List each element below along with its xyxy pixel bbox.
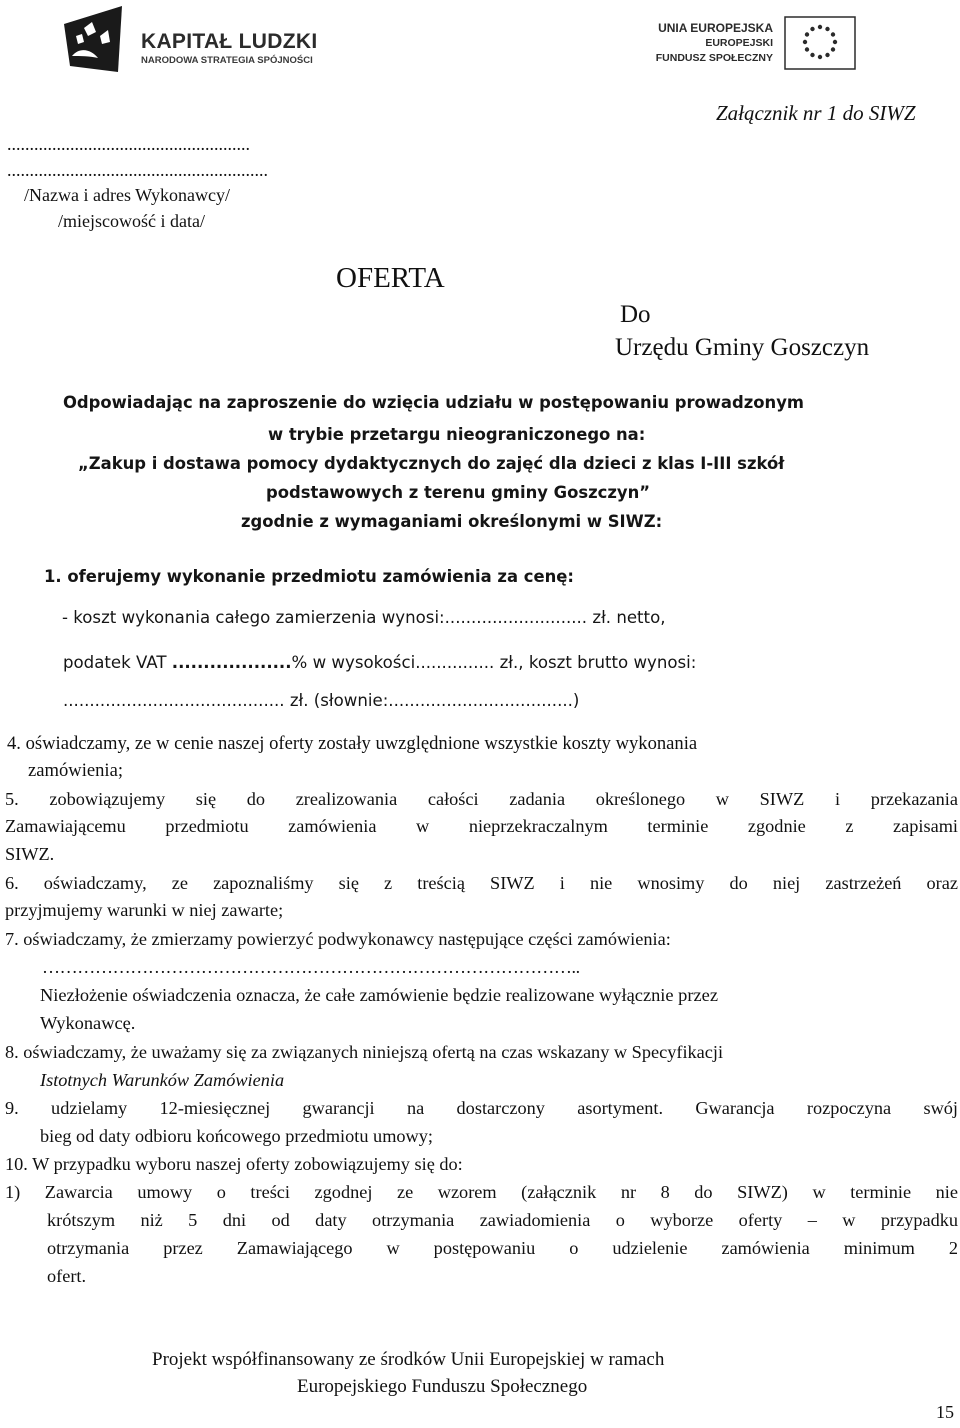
- sender-dots-1: ......................................................: [7, 134, 250, 154]
- brutto-dots: ..........................................: [63, 691, 285, 710]
- recipient-line-2: Urzędu Gminy Goszczyn: [615, 334, 870, 361]
- item-6-line-2: przyjmujemy warunki w niej zawarte;: [5, 900, 284, 920]
- eu-line-3: FUNDUSZ SPOŁECZNY: [655, 52, 773, 64]
- item-4-line-2: zamówienia;: [28, 760, 123, 781]
- item-4-line-1: 4. oświadczamy, ze w cenie naszej oferty zostały uwzględnione wszystkie koszty wykonania: [7, 733, 698, 754]
- sender-place-date-label: /miejscowość i data/: [58, 211, 205, 231]
- sender-name-label: /Nazwa i adres Wykonawcy/: [24, 185, 231, 205]
- page-title: OFERTA: [336, 262, 445, 294]
- page-number: 15: [936, 1402, 954, 1422]
- item-7-dots: ………………………………………………………………………………..: [42, 957, 580, 977]
- item-1-vat-line: [63, 653, 696, 672]
- recipient-line-1: Do: [620, 301, 651, 328]
- eu-logo-text: [650, 21, 773, 66]
- footer-line-1: Projekt współfinansowany ze środków Unii Europejskiej w ramach: [152, 1349, 665, 1370]
- attachment-text: Załącznik nr 1 do SIWZ: [716, 101, 916, 125]
- item-1-cost-line: [62, 608, 666, 627]
- cost-netto: zł. netto,: [587, 608, 666, 627]
- sub-1-line-1: 1) Zawarcia umowy o treści zgodnej ze wzorem (załącznik nr 8 do SIWZ) w terminie nie: [5, 1182, 958, 1202]
- item-5-line-1: 5. zobowiązujemy się do zrealizowania całości zadania określonego w SIWZ i przekazania: [5, 789, 958, 809]
- item-8-line-1: 8. oświadczamy, że uważamy się za związanych niniejszą ofertą na czas wskazany w Specyfikacji: [5, 1042, 724, 1062]
- item-10-line-1: 10. W przypadku wyboru naszej oferty zobowiązujemy się do:: [5, 1154, 463, 1174]
- item-6-line-1: 6. oświadczamy, ze zapoznaliśmy się z treścią SIWZ i nie wnosimy do niej zastrzeżeń oraz: [5, 873, 958, 893]
- item-7-note-2: Wykonawcę.: [40, 1013, 136, 1033]
- logo-subtitle: NARODOWA STRATEGIA SPÓJNOŚCI: [141, 55, 313, 66]
- item-1-slownie-line: [63, 691, 579, 710]
- vat-dots: ...................: [171, 653, 292, 672]
- brutto-label: zł., koszt brutto wynosi:: [494, 653, 697, 672]
- eu-flag-icon: [784, 16, 856, 70]
- kapital-ludzki-logo-text: [141, 30, 317, 66]
- sender-dots-2: ..........................................................: [7, 160, 268, 180]
- intro-line-1: Odpowiadając na zaproszenie do wzięcia udziału w postępowaniu prowadzonym: [63, 393, 804, 412]
- item-9-line-1: 9. udzielamy 12-miesięcznej gwarancji na dostarczony asortyment. Gwarancja rozpoczyna swój: [5, 1098, 958, 1118]
- sub-1-line-4: ofert.: [47, 1266, 87, 1286]
- item-1-heading: 1. oferujemy wykonanie przedmiotu zamówienia za cenę:: [44, 567, 574, 586]
- slownie-dots: ...................................: [388, 691, 573, 710]
- intro-line-4: podstawowych z terenu gminy Goszczyn”: [266, 483, 651, 502]
- intro-line-5: zgodnie z wymaganiami określonymi w SIWZ:: [241, 512, 663, 531]
- item-9-line-2: bieg od daty odbioru końcowego przedmiotu umowy;: [40, 1126, 433, 1146]
- item-5-line-2: Zamawiającemu przedmiotu zamówienia w nieprzekraczalnym terminie zgodnie z zapisami: [5, 816, 958, 836]
- sub-1-line-2: krótszym niż 5 dni od daty otrzymania zawiadomienia o wyborze oferty – w przypadku: [47, 1210, 958, 1230]
- vat-percent: % w wysokości: [291, 653, 416, 672]
- item-8-line-2: Istotnych Warunków Zamówienia: [40, 1070, 285, 1090]
- sub-1-line-3: otrzymania przez Zamawiającego w postępowaniu o udzielenie zamówienia minimum 2: [47, 1238, 958, 1258]
- vat-label: podatek VAT: [63, 653, 167, 672]
- slownie-label: zł. (słownie:: [284, 691, 389, 710]
- intro-line-3: „Zakup i dostawa pomocy dydaktycznych do zajęć dla dzieci z klas I-III szkół: [78, 454, 785, 473]
- item-5-line-3: SIWZ.: [5, 844, 55, 864]
- cost-dots: ...........................: [444, 608, 588, 627]
- eu-line-1: UNIA EUROPEJSKA: [658, 21, 773, 35]
- cost-label: - koszt wykonania całego zamierzenia wynosi:: [62, 608, 445, 627]
- intro-line-2: w trybie przetargu nieograniczonego na:: [268, 425, 646, 444]
- item-7-note-1: Niezłożenie oświadczenia oznacza, że całe zamówienie będzie realizowane wyłącznie przez: [40, 985, 718, 1005]
- footer-line-2: Europejskiego Funduszu Społecznego: [297, 1376, 588, 1397]
- eu-line-2: EUROPEJSKI: [705, 37, 773, 49]
- attachment-label: [716, 101, 916, 126]
- vat-amount-dots: ...............: [415, 653, 495, 672]
- logo-name: KAPITAŁ LUDZKI: [141, 30, 318, 53]
- slownie-close: ): [572, 691, 580, 710]
- item-7-line-1: 7. oświadczamy, że zmierzamy powierzyć podwykonawcy następujące części zamówienia:: [5, 929, 671, 949]
